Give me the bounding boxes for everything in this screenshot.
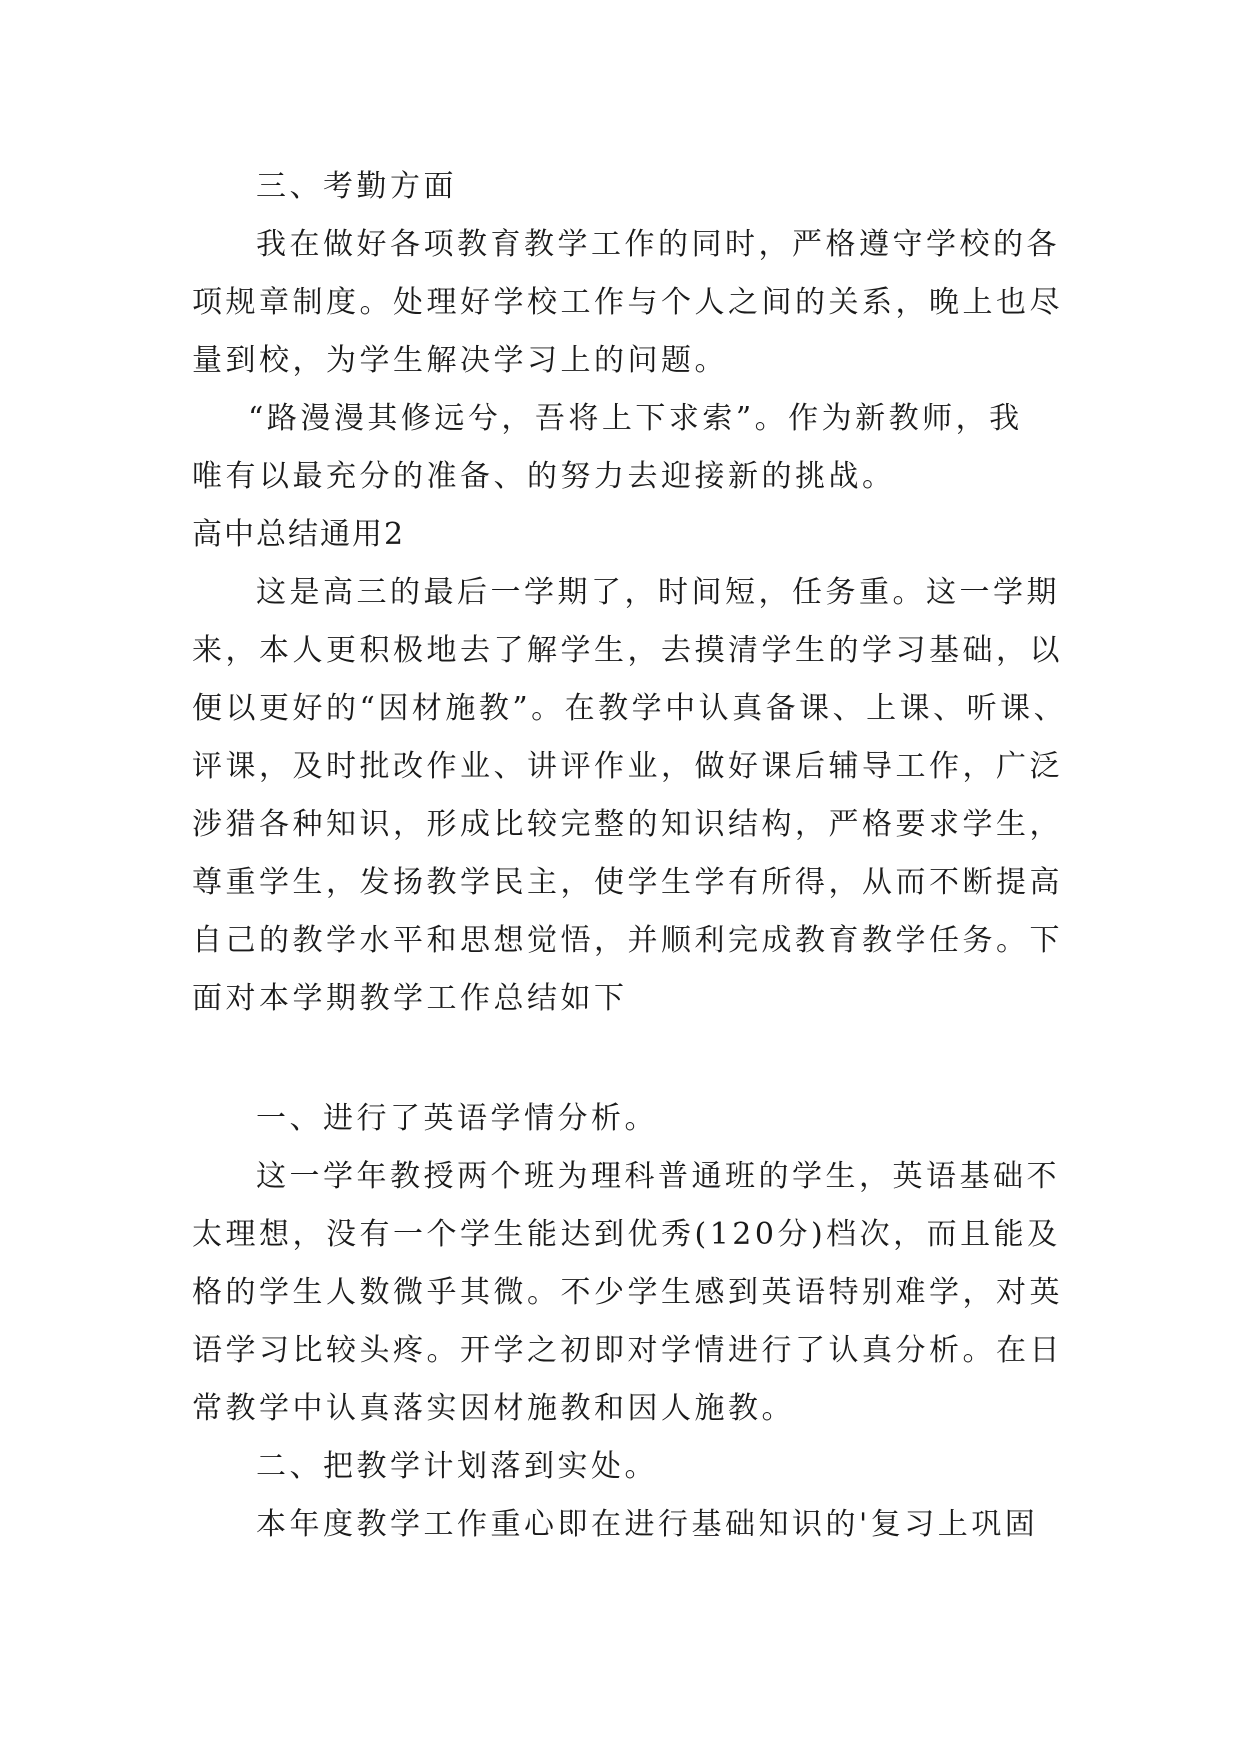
paragraph-line: 评课，及时批改作业、讲评作业，做好课后辅导工作，广泛 xyxy=(192,749,1063,784)
paragraph-line: 量到校，为学生解决学习上的问题。 xyxy=(192,343,728,378)
document-body xyxy=(192,158,1068,1554)
paragraph-line: 来，本人更积极地去了解学生，去摸清学生的学习基础，以 xyxy=(192,633,1063,668)
paragraph-line: 项规章制度。处理好学校工作与个人之间的关系，晚上也尽 xyxy=(192,285,1063,320)
paragraph-line: “路漫漫其修远兮，吾将上下求索”。作为新教师，我 xyxy=(248,401,1023,436)
section-heading-plan: 二、把教学计划落到实处。 xyxy=(256,1449,658,1484)
paragraph-line: 便以更好的“因材施教”。在教学中认真备课、上课、听课、 xyxy=(192,691,1068,726)
paragraph-line: 尊重学生，发扬教学民主，使学生学有所得，从而不断提高 xyxy=(192,865,1063,900)
paragraph-line: 这是高三的最后一学期了，时间短，任务重。这一学期 xyxy=(256,575,1060,610)
paragraph-line: 我在做好各项教育教学工作的同时，严格遵守学校的各 xyxy=(256,227,1060,262)
paragraph-line: 自己的教学水平和思想觉悟，并顺利完成教育教学任务。下 xyxy=(192,923,1063,958)
paragraph-line: 面对本学期教学工作总结如下 xyxy=(192,981,628,1016)
paragraph-line: 太理想，没有一个学生能达到优秀(120分)档次，而且能及 xyxy=(192,1217,1061,1252)
section-heading-analysis: 一、进行了英语学情分析。 xyxy=(256,1101,658,1136)
paragraph-line: 语学习比较头疼。开学之初即对学情进行了认真分析。在日 xyxy=(192,1333,1063,1368)
paragraph-line: 涉猎各种知识，形成比较完整的知识结构，严格要求学生， xyxy=(192,807,1063,842)
paragraph-line: 唯有以最充分的准备、的努力去迎接新的挑战。 xyxy=(192,459,896,494)
paragraph-line: 常教学中认真落实因材施教和因人施教。 xyxy=(192,1391,795,1426)
paragraph-line: 本年度教学工作重心即在进行基础知识的'复习上巩固 xyxy=(256,1507,1039,1542)
paragraph-line: 这一学年教授两个班为理科普通班的学生，英语基础不 xyxy=(256,1159,1060,1194)
document-title: 高中总结通用2 xyxy=(192,517,406,552)
section-heading-attendance: 三、考勤方面 xyxy=(256,169,457,204)
paragraph-line: 格的学生人数微乎其微。不少学生感到英语特别难学，对英 xyxy=(192,1275,1063,1310)
blank-spacer xyxy=(192,1028,1050,1090)
